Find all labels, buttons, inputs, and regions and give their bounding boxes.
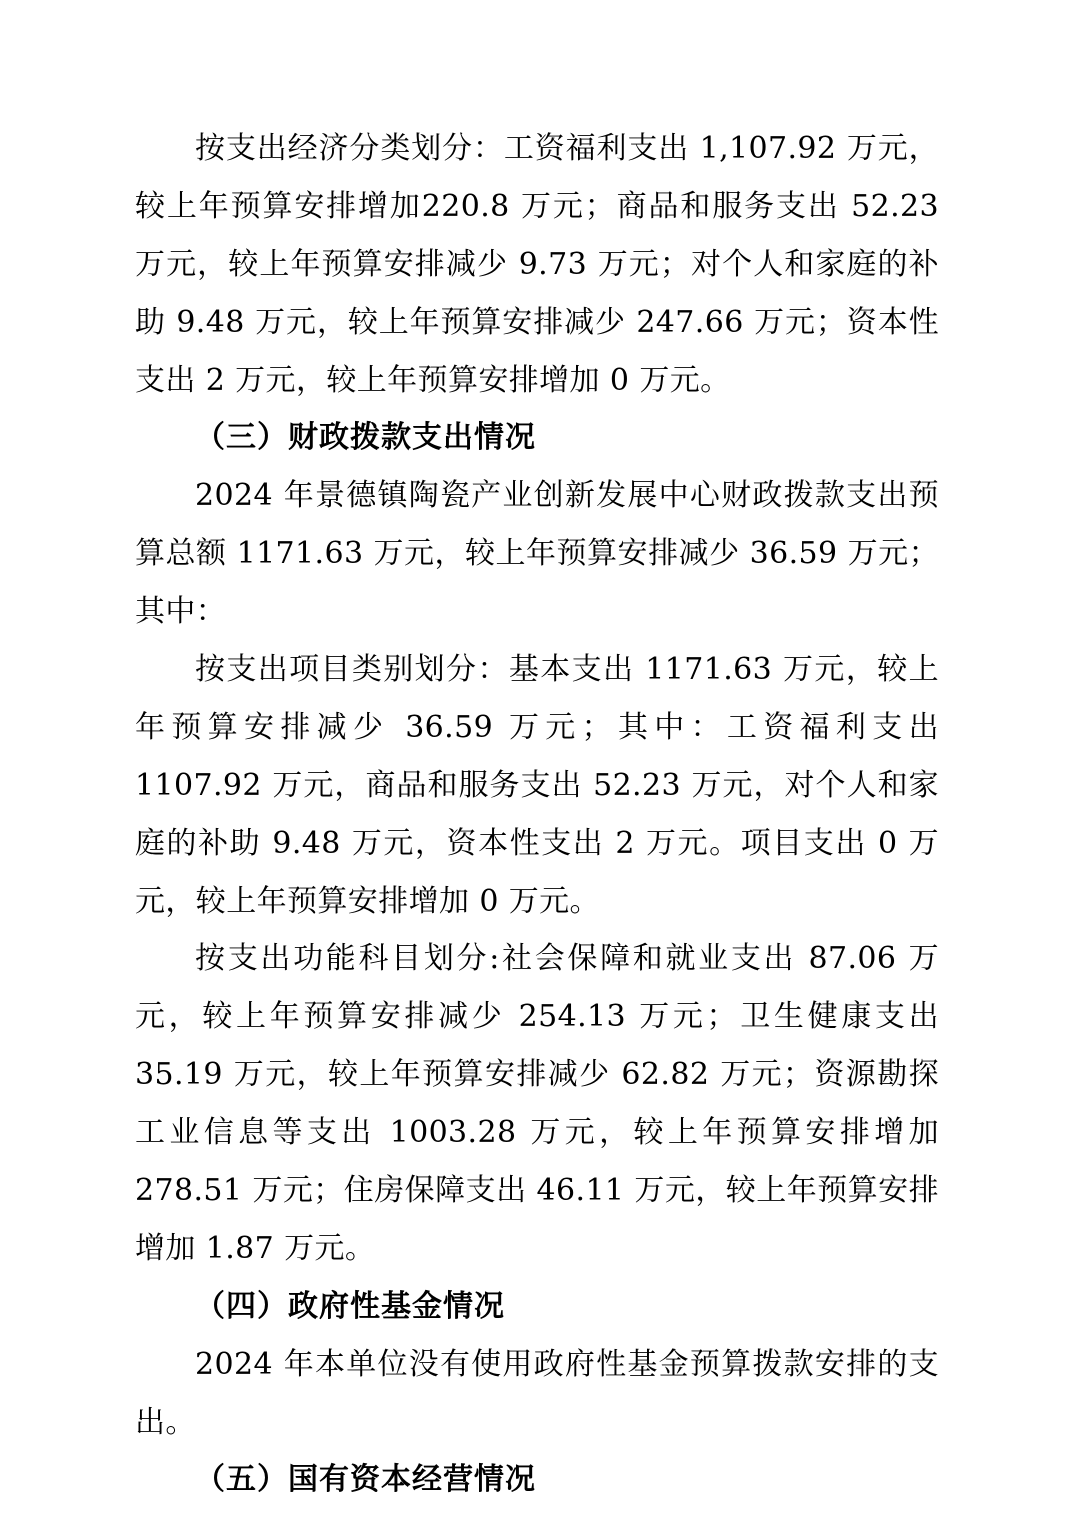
paragraph-economic-classification: 按支出经济分类划分：工资福利支出 1,107.92 万元，较上年预算安排增加220.8 万元；商品和服务支出 52.23 万元，较上年预算安排减少 9.73 万元；对个人和家庭的补助 9.48 万元，较上年预算安排减少 247.66 万元；资本性支出 2 万元，较上年预算安排增加 0 万元。: [135, 131, 939, 398]
heading-section-four: （四）政府性基金情况: [195, 1288, 505, 1324]
paragraph-fiscal-appropriation-total: 2024 年景德镇陶瓷产业创新发展中心财政拨款支出预算总额 1171.63 万元，较上年预算安排减少 36.59 万元；其中：: [135, 478, 939, 630]
heading-section-three: （三）财政拨款支出情况: [195, 420, 536, 456]
document-body: [135, 120, 939, 1509]
paragraph-expenditure-category: 按支出项目类别划分：基本支出 1171.63 万元，较上年预算安排减少 36.59 万元；其中：工资福利支出 1107.92 万元，商品和服务支出 52.23 万元，对个人和家庭的补助 9.48 万元，资本性支出 2 万元。项目支出 0 万元，较上年预算安排增加 0 万元。: [135, 652, 939, 919]
paragraph-government-fund: 2024 年本单位没有使用政府性基金预算拨款安排的支出。: [135, 1346, 939, 1440]
paragraph-functional-subject: 按支出功能科目划分:社会保障和就业支出 87.06 万元，较上年预算安排减少 254.13 万元；卫生健康支出 35.19 万元，较上年预算安排减少 62.82 万元；资源勘探工业信息等支出 1003.28 万元，较上年预算安排增加 278.51 万元；住房保障支出 46.11 万元，较上年预算安排增加 1.87 万元。: [135, 941, 939, 1266]
heading-section-five: （五）国有资本经营情况: [195, 1462, 536, 1498]
